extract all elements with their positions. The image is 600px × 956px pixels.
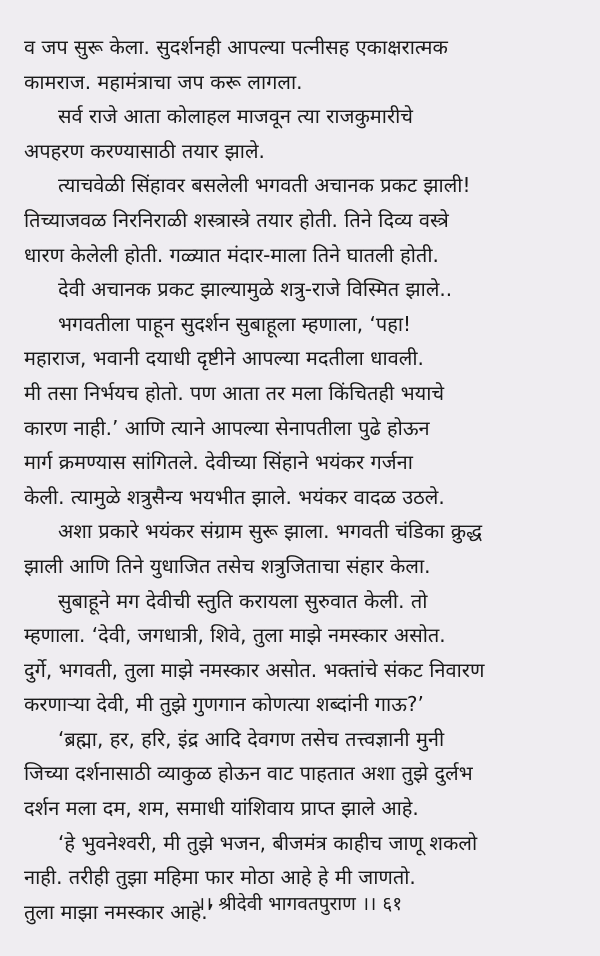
text-line: अशा प्रकारे भयंकर संग्राम सुरू झाला. भगवती चंडिका क्रुद्ध	[58, 519, 483, 544]
text-line: भगवतीला पाहून सुदर्शन सुबाहूला म्हणाला, ‘पहा!	[58, 311, 412, 336]
text-line: त्याचवेळी सिंहावर बसलेली भगवती अचानक प्रकट झाली!	[58, 173, 471, 198]
text-line: सर्व राजे आता कोलाहल माजवून त्या राजकुमारीचे	[58, 104, 414, 129]
text-line: देवी अचानक प्रकट झाल्यामुळे शत्रु-राजे विस्मित झाले..	[58, 277, 453, 302]
text-line: नाही. तरीही तुझा महिमा फार मोठा आहे हे मी जाणतो.	[24, 865, 416, 890]
text-line: ‘ब्रह्मा, हर, हरि, इंद्र आदि देवगण तसेच तत्त्वज्ञानी मुनी	[58, 726, 445, 751]
text-line: म्हणाला. ‘देवी, जगधात्री, शिवे, तुला माझे नमस्कार असोत.	[24, 623, 446, 648]
text-line: जिच्या दर्शनासाठी व्याकुळ होऊन वाट पाहतात अशा तुझे दुर्लभ	[24, 761, 473, 786]
text-line: अपहरण करण्यासाठी तयार झाले.	[24, 138, 265, 163]
text-line: तिच्याजवळ निरनिराळी शस्त्रास्त्रे तयार होती. तिने दिव्य वस्त्रे	[24, 207, 449, 232]
text-line: महाराज, भवानी दयाधी दृष्टीने आपल्या मदतीला धावली.	[24, 346, 424, 371]
text-line: दुर्गे, भगवती, तुला माझे नमस्कार असोत. भक्तांचे संकट निवारण	[24, 657, 485, 682]
text-line: करणाऱ्या देवी, मी तुझे गुणगान कोणत्या शब्दांनी गाऊ?’	[24, 692, 424, 717]
text-line: ‘हे भुवनेश्वरी, मी तुझे भजन, बीजमंत्र काहीच जाणू शकलो	[58, 830, 478, 855]
text-line: केली. त्यामुळे शत्रुसैन्य भयभीत झाले. भयंकर वादळ उठले.	[24, 484, 445, 509]
text-body	[24, 30, 576, 929]
text-line: कामराज. महामंत्राचा जप करू लागला.	[24, 69, 303, 94]
page-footer: ।। श्रीदेवी भागवतपुराण ।। ६१	[197, 893, 403, 915]
text-line: कारण नाही.’ आणि त्याने आपल्या सेनापतीला पुढे होऊन	[24, 415, 430, 440]
text-line: झाली आणि तिने युधाजित तसेच शत्रुजिताचा संहार केला.	[24, 553, 431, 578]
text-line: मार्ग क्रमण्यास सांगितले. देवीच्या सिंहाने भयंकर गर्जना	[24, 450, 413, 475]
text-line: तुला माझा नमस्कार आहे.’	[24, 899, 214, 924]
text-line: व जप सुरू केला. सुदर्शनही आपल्या पत्नीसह एकाक्षरात्मक	[24, 35, 448, 59]
text-line: दर्शन मला दम, शम, समाधी यांशिवाय प्राप्त झाले आहे.	[24, 796, 419, 821]
text-line: धारण केलेली होती. गळ्यात मंदार-माला तिने घातली होती.	[24, 242, 439, 267]
text-line: मी तसा निर्भयच होतो. पण आता तर मला किंचितही भयाचे	[24, 380, 445, 405]
text-line: सुबाहूने मग देवीची स्तुति करायला सुरुवात केली. तो	[58, 588, 428, 613]
